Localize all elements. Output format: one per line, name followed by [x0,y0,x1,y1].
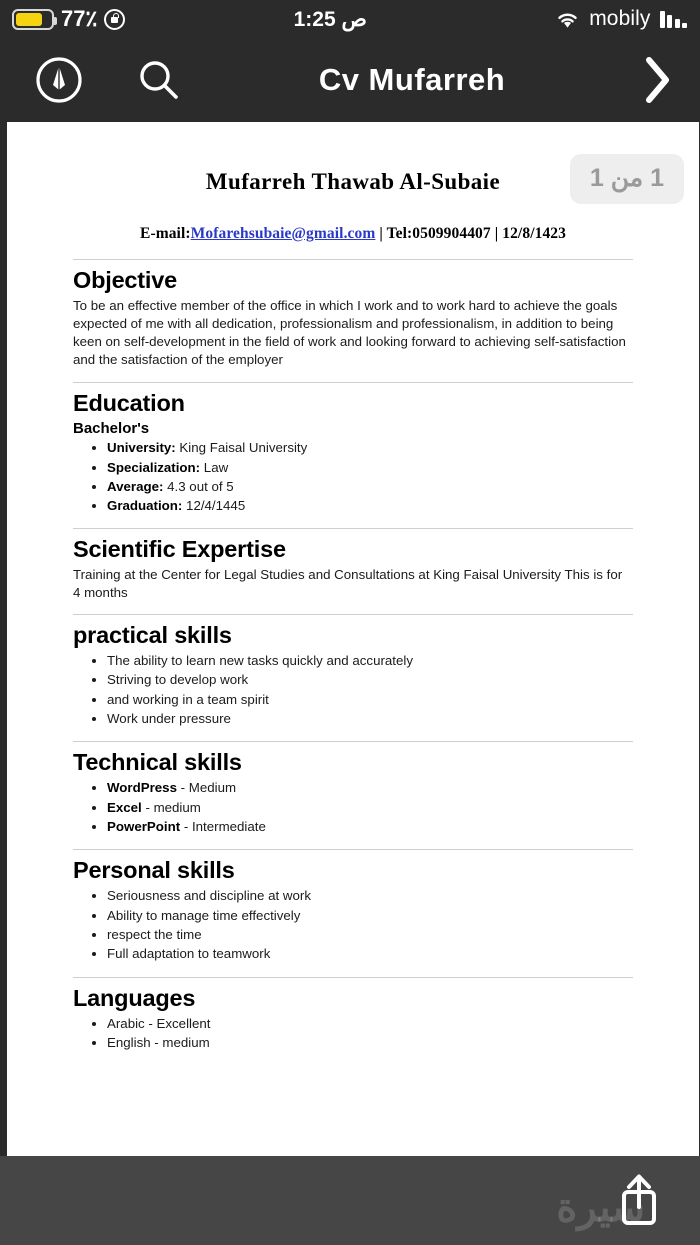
list-item: • English - medium [107,1034,633,1052]
scientific-expertise-body: Training at the Center for Legal Studies and Consultations at King Faisal University This is for 4 months [73,566,623,600]
section-title-languages: Languages [73,984,196,1011]
section-divider [73,528,633,529]
navigation-bar [0,38,700,122]
item-label: WordPress [107,780,177,796]
item-label: Specialization: [107,459,201,475]
list-item [107,497,633,515]
status-bar-clock: 1:25 ص [293,7,367,31]
markup-button[interactable] [28,49,90,111]
search-icon [135,56,183,104]
section-title-practical-skills: practical skills [73,621,232,648]
date-label: 12/8/1423 [502,225,566,242]
carrier-label: mobily [589,7,651,30]
forward-button[interactable] [628,49,686,111]
section-divider [73,382,633,383]
list-item [107,779,633,797]
item-value: 4.3 out of 5 [163,479,234,494]
section-divider [73,849,633,850]
document-viewport[interactable] [0,122,700,1156]
section-title-education: Education [73,390,185,417]
education-degree: Bachelor's [73,420,150,438]
item-value: 12/4/1445 [182,498,246,514]
item-label: Average: [107,479,164,494]
section-divider [73,741,633,742]
status-bar-right [555,7,700,31]
chevron-right-icon [640,53,674,107]
item-label: Graduation: [107,498,183,514]
share-button[interactable] [612,1171,666,1229]
section-personal-skills [73,849,633,963]
item-value: - Intermediate [180,818,266,834]
section-languages [73,977,633,1053]
section-title-personal-skills: Personal skills [73,857,235,884]
list-item: • Striving to develop work [107,671,633,689]
item-value: - medium [141,799,201,815]
personal-skills-list [73,887,633,963]
section-divider [73,259,633,260]
education-list [73,439,633,515]
list-item [107,478,633,496]
contact-sep-2: | [490,225,503,242]
section-technical-skills [73,741,633,836]
email-link[interactable]: Mofarehsubaie@gmail.com [190,225,376,242]
list-item: • respect the time [107,926,633,944]
contact-line [73,225,633,243]
watermark-label: سيرة [556,1186,645,1230]
wifi-icon [555,10,580,29]
technical-skills-list [73,779,633,836]
search-button[interactable] [128,49,190,111]
document-page [7,122,699,1156]
list-item [107,799,633,817]
section-practical-skills [73,614,633,728]
item-value: Law [200,459,229,475]
candidate-name: Mufarreh Thawab Al-Subaie [205,169,501,194]
battery-fill [16,13,42,26]
cellular-signal-icon [660,10,688,28]
list-item [107,459,633,477]
section-objective [73,259,633,369]
markup-pen-icon [34,55,84,105]
section-scientific-expertise [73,528,633,602]
section-title-scientific-expertise: Scientific Expertise [73,535,286,562]
rotation-lock-icon [104,9,125,30]
section-divider [73,977,633,978]
phone-label: Tel:0509904407 [386,225,491,242]
section-title-objective: Objective [73,267,177,293]
page-title: Cv Mufarreh [318,62,506,97]
list-item [107,439,633,457]
section-title-technical-skills: Technical skills [73,749,242,776]
list-item: • Arabic - Excellent [107,1015,633,1033]
list-item [107,818,633,836]
list-item: • Ability to manage time effectively [107,907,633,925]
item-value: - Medium [176,780,237,796]
email-label: E-mail: [140,225,191,242]
list-item: • Seriousness and discipline at work [107,887,633,905]
list-item: • Work under pressure [107,710,633,728]
item-label: Excel [107,799,142,815]
section-divider [73,614,633,615]
item-label: University: [107,440,176,456]
share-icon [612,1171,666,1229]
battery-icon [12,9,54,30]
item-value: King Faisal University [175,440,308,456]
bottom-toolbar [0,1156,700,1245]
page-indicator-badge: 1 من 1 [570,154,684,204]
practical-skills-list [73,652,633,728]
list-item: • The ability to learn new tasks quickly and accurately [107,652,633,670]
contact-sep-1: | [375,225,387,242]
item-label: PowerPoint [107,818,181,834]
languages-list [73,1015,633,1053]
list-item: • and working in a team spirit [107,691,633,709]
document-content [7,122,699,1052]
objective-body: To be an effective member of the office in which I work and to work hard to achieve the goals expected of me with all dedication, professionalism and professionalism, in addition to being keen on self-development in the field of work and looking forward to achieving self-satisfaction and the satisfaction of the employer [73,298,626,368]
battery-percent-label: 77٪ [61,6,98,31]
section-education [73,382,633,515]
status-bar [0,0,700,38]
list-item: • Full adaptation to teamwork [107,945,633,963]
